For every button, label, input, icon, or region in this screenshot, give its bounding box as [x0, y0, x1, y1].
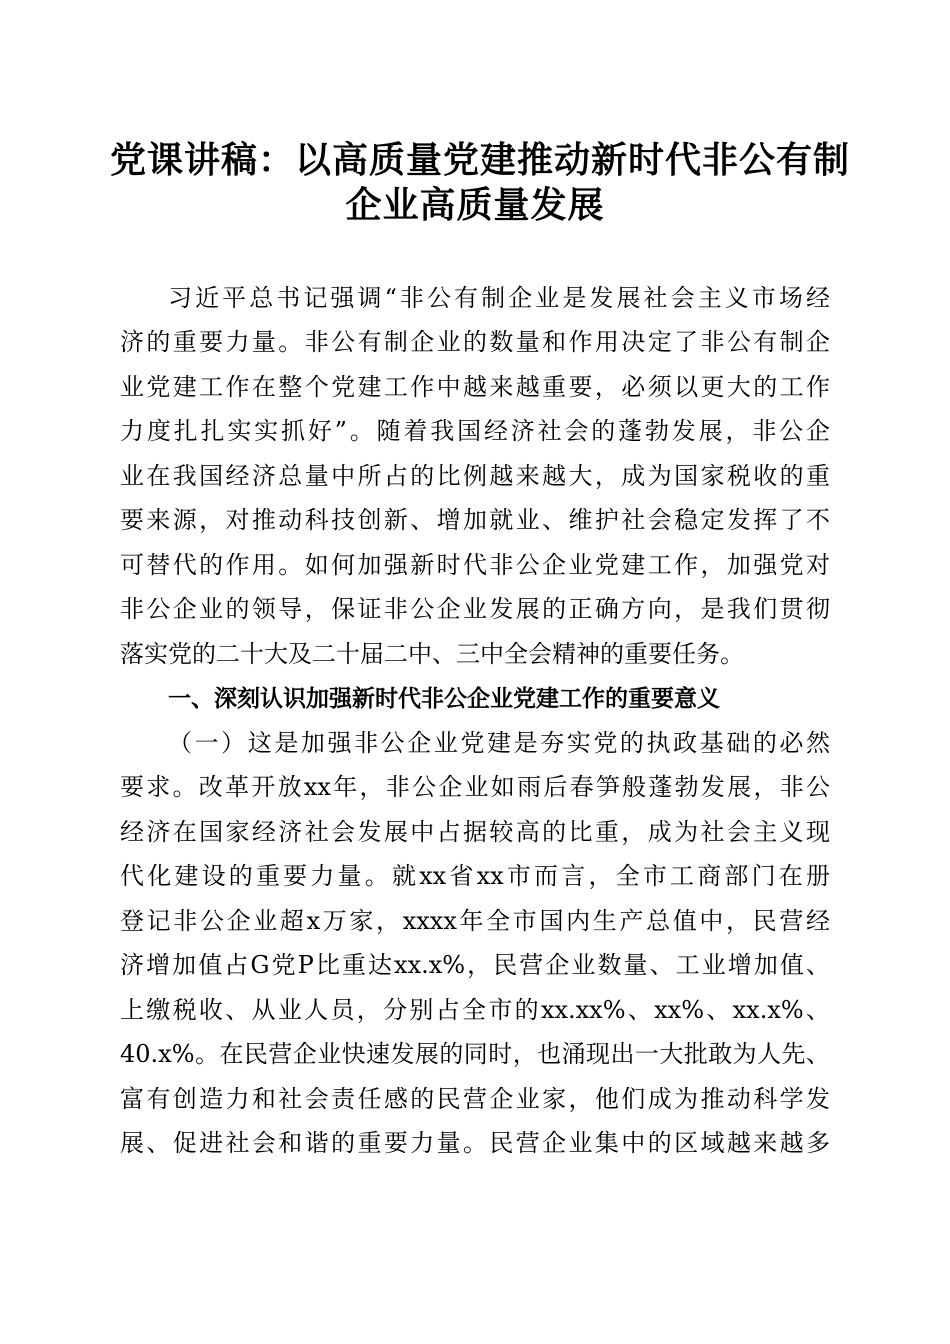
intro-line: 习近平总书记强调“非公有制企业是发展社会主义市场经	[168, 284, 830, 312]
section-line: 经济在国家经济社会发展中占据较高的比重，成为社会主义现	[120, 818, 830, 846]
section-line: 要求。改革开放xx年，非公企业如雨后春笋般蓬勃发展，非公	[120, 773, 830, 801]
section-line: 代化建设的重要力量。就xx省xx市而言，全市工商部门在册	[120, 862, 830, 890]
section-line: 登记非公企业超x万家，xxxx年全市国内生产总值中，民营经	[120, 907, 830, 935]
section-line: （一）这是加强非公企业党建是夯实党的执政基础的必然	[168, 729, 830, 757]
document-title-line-1: 党课讲稿：以高质量党建推动新时代非公有制	[110, 139, 851, 181]
section-line: 富有创造力和社会责任感的民营企业家，他们成为推动科学发	[120, 1085, 830, 1113]
intro-line: 业党建工作在整个党建工作中越来越重要，必须以更大的工作	[120, 373, 830, 401]
section-line: 展、促进社会和谐的重要力量。民营企业集中的区域越来越多	[120, 1129, 830, 1157]
section-line: 济增加值占G党P比重达xx.x%，民营企业数量、工业增加值、	[120, 951, 830, 979]
intro-line: 要来源，对推动科技创新、增加就业、维护社会稳定发挥了不	[120, 506, 830, 534]
intro-line: 济的重要力量。非公有制企业的数量和作用决定了非公有制企	[120, 328, 830, 356]
intro-line: 可替代的作用。如何加强新时代非公企业党建工作，加强党对	[120, 551, 830, 579]
document-title-line-2: 企业高质量发展	[345, 184, 605, 226]
section-line: 上缴税收、从业人员，分别占全市的xx.xx%、xx%、xx.x%、	[120, 996, 830, 1024]
intro-line: 业在我国经济总量中所占的比例越来越大，成为国家税收的重	[120, 462, 830, 490]
section-heading: 一、深刻认识加强新时代非公企业党建工作的重要意义	[168, 686, 720, 712]
intro-line: 落实党的二十大及二十届二中、三中全会精神的重要任务。	[120, 640, 744, 668]
section-line: 40.x%。在民营企业快速发展的同时，也涌现出一大批敢为人先、	[120, 1040, 830, 1068]
intro-line: 非公企业的领导，保证非公企业发展的正确方向，是我们贯彻	[120, 595, 830, 623]
intro-line: 力度扎扎实实抓好”。随着我国经济社会的蓬勃发展，非公企	[120, 417, 830, 445]
